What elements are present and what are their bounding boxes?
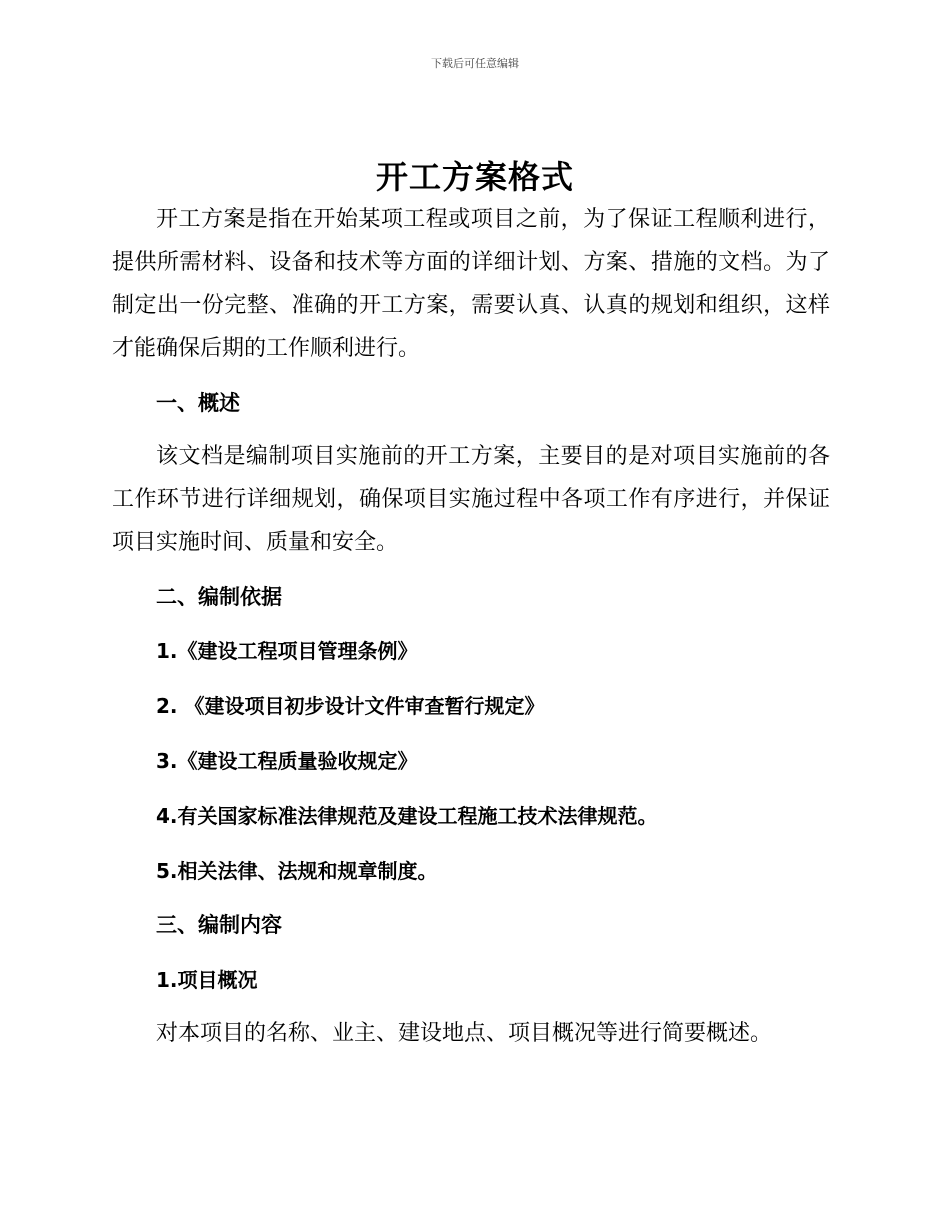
overview-paragraph: 该文档是编制项目实施前的开工方案，主要目的是对项目实施前的各工作环节进行详细规划，确保项目实施过程中各项工作有序进行，并保证项目实施时间、质量和安全。 [112,444,830,555]
section-heading-overview: 一、概述 [156,391,240,415]
basis-item: 5.相关法律、法规和规章制度。 [156,859,438,883]
basis-item: 3.《建设工程质量验收规定》 [156,749,418,773]
section-heading-content: 三、编制内容 [156,913,282,937]
document-title: 开工方案格式 [375,158,574,196]
basis-item: 1.《建设工程项目管理条例》 [156,639,418,663]
subsection-heading-project-overview: 1.项目概况 [156,968,258,992]
basis-item: 2. 《建设项目初步设计文件审查暂行规定》 [156,694,545,718]
section-heading-basis: 二、编制依据 [156,585,282,609]
basis-item: 4.有关国家标准法律规范及建设工程施工技术法律规范。 [156,804,658,828]
intro-paragraph: 开工方案是指在开始某项工程或项目之前，为了保证工程顺利进行，提供所需材料、设备和技术等方面的详细计划、方案、措施的文档。为了制定出一份完整、准确的开工方案，需要认真、认真的规划和组织，这样才能确保后期的工作顺利进行。 [112,207,830,361]
project-overview-paragraph: 对本项目的名称、业主、建设地点、项目概况等进行简要概述。 [156,1021,773,1046]
header-note: 下载后可任意编辑 [431,57,519,70]
